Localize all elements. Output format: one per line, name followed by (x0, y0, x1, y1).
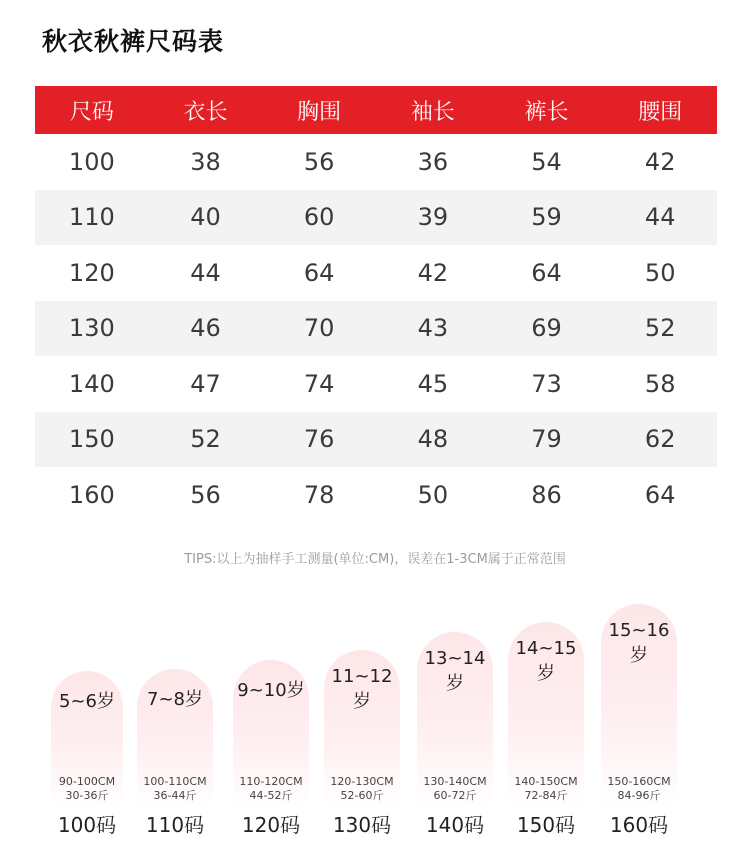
size-guide-card (417, 632, 493, 807)
weight-range: 84-96斤 (617, 789, 661, 802)
weight-range: 36-44斤 (153, 789, 197, 802)
table-cell: 64 (303, 258, 335, 287)
table-cell: 48 (417, 425, 449, 454)
height-range: 110-120CM (239, 775, 303, 788)
size-label: 110码 (145, 813, 205, 837)
age-label: 5~6岁 (59, 691, 115, 712)
weight-range: 30-36斤 (65, 789, 109, 802)
age-label: 15~16岁 (608, 620, 670, 666)
height-weight-range (324, 775, 400, 803)
table-cell: 100 (68, 147, 115, 176)
table-cell: 44 (190, 258, 221, 287)
size-label: 160码 (609, 813, 669, 837)
table-cell: 50 (417, 480, 449, 509)
table-row (35, 134, 717, 190)
header-chest: 胸围 (297, 99, 342, 125)
table-cell: 110 (68, 203, 115, 232)
height-weight-range (508, 775, 584, 803)
table-cell: 70 (303, 314, 335, 343)
header-sleeve: 袖长 (410, 99, 455, 125)
height-weight-range (233, 775, 309, 803)
table-cell: 42 (417, 258, 449, 287)
table-cell: 54 (531, 147, 562, 176)
table-header (35, 86, 717, 134)
size-guide-card (233, 660, 309, 807)
header-pants-length: 裤长 (524, 99, 569, 125)
size-guide-card (508, 622, 584, 807)
table-cell: 79 (531, 425, 562, 454)
table-cell: 39 (417, 203, 449, 232)
height-range: 150-160CM (607, 775, 671, 788)
table-cell: 45 (417, 369, 449, 398)
table-cell: 42 (644, 147, 676, 176)
height-weight-range (137, 775, 213, 803)
table-cell: 62 (644, 425, 676, 454)
height-range: 100-110CM (143, 775, 207, 788)
table-row (35, 356, 717, 412)
age-label: 11~12岁 (331, 666, 393, 712)
weight-range: 52-60斤 (340, 789, 384, 802)
table-cell: 50 (644, 258, 676, 287)
table-cell: 59 (531, 203, 562, 232)
weight-range: 72-84斤 (524, 789, 568, 802)
table-cell: 160 (68, 480, 115, 509)
table-cell: 69 (531, 314, 562, 343)
tips-note: TIPS:以上为抽样手工测量(单位:CM)，误差在1-3CM属于正常范围 (184, 552, 566, 567)
height-weight-range (601, 775, 677, 803)
age-label: 9~10岁 (237, 680, 305, 701)
height-range: 120-130CM (330, 775, 394, 788)
size-label: 100码 (57, 813, 117, 837)
table-cell: 86 (531, 480, 562, 509)
table-cell: 47 (190, 369, 221, 398)
weight-range: 60-72斤 (433, 789, 477, 802)
header-size: 尺码 (69, 99, 114, 125)
height-weight-range (51, 775, 123, 803)
table-cell: 150 (68, 425, 115, 454)
size-label: 150码 (516, 813, 576, 837)
size-label: 120码 (241, 813, 301, 837)
table-cell: 44 (644, 203, 676, 232)
table-cell: 52 (644, 314, 676, 343)
table-cell: 76 (303, 425, 335, 454)
table-cell: 78 (303, 480, 335, 509)
table-cell: 43 (417, 314, 449, 343)
height-range: 130-140CM (423, 775, 487, 788)
size-guide-card (324, 650, 400, 807)
table-cell: 46 (190, 314, 221, 343)
height-weight-range (417, 775, 493, 803)
table-cell: 73 (531, 369, 562, 398)
age-label: 13~14岁 (424, 648, 486, 694)
page-title: 秋衣秋裤尺码表 (42, 27, 225, 56)
table-cell: 64 (531, 258, 562, 287)
table-row (35, 412, 717, 468)
size-label: 140码 (425, 813, 485, 837)
table-row (35, 467, 717, 523)
table-cell: 140 (68, 369, 115, 398)
table-cell: 56 (190, 480, 221, 509)
table-cell: 60 (303, 203, 335, 232)
size-guide-card (601, 604, 677, 807)
header-top-length: 衣长 (183, 99, 228, 125)
size-guide-card (137, 669, 213, 807)
table-cell: 74 (303, 369, 335, 398)
table-cell: 130 (68, 314, 115, 343)
size-table (35, 86, 717, 523)
table-row (35, 301, 717, 357)
table-cell: 56 (303, 147, 335, 176)
age-label: 14~15岁 (515, 638, 577, 684)
table-cell: 58 (644, 369, 676, 398)
table-row (35, 190, 717, 246)
table-cell: 64 (644, 480, 676, 509)
table-cell: 40 (190, 203, 221, 232)
table-row (35, 245, 717, 301)
size-label: 130码 (332, 813, 392, 837)
header-waist: 腰围 (638, 99, 683, 125)
age-label: 7~8岁 (147, 689, 203, 710)
size-guide-card (51, 671, 123, 807)
table-cell: 120 (68, 258, 115, 287)
table-cell: 36 (417, 147, 449, 176)
weight-range: 44-52斤 (249, 789, 293, 802)
height-range: 90-100CM (58, 775, 116, 788)
height-range: 140-150CM (514, 775, 578, 788)
table-cell: 52 (190, 425, 221, 454)
table-cell: 38 (190, 147, 221, 176)
